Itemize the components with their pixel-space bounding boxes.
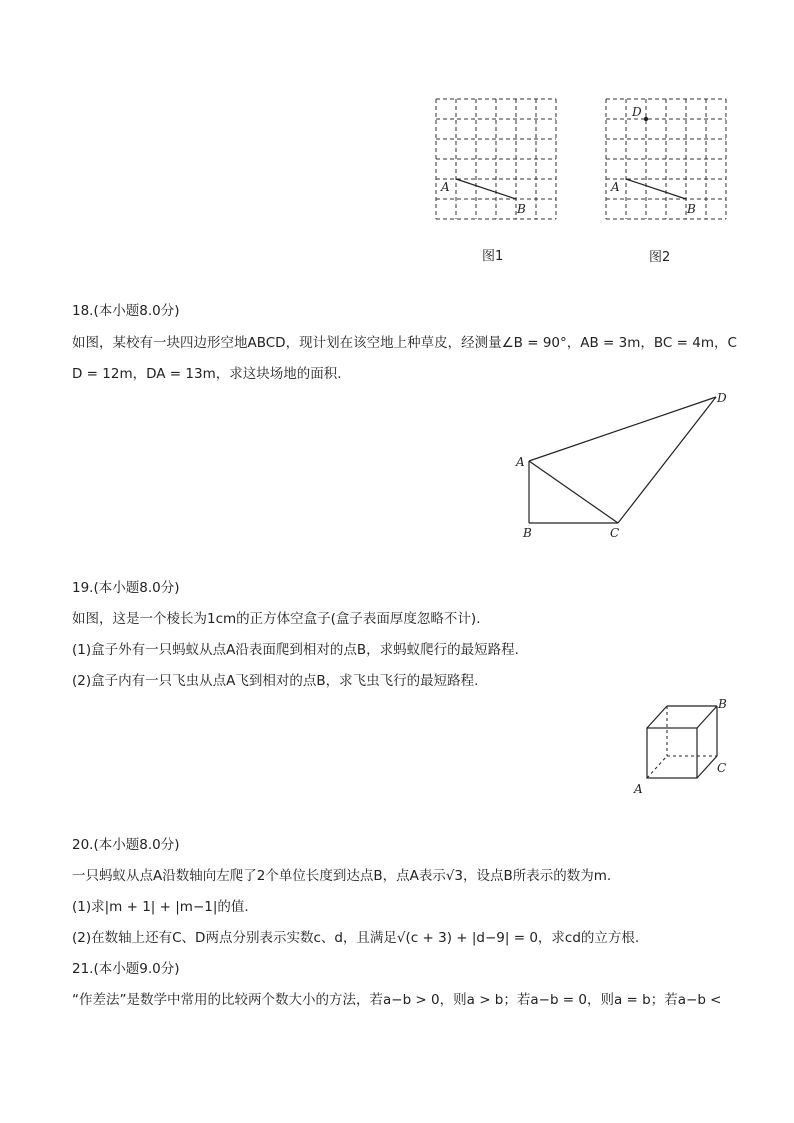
label-a: A [516,455,525,469]
q19-header: 19.(本小题8.0分) [72,580,180,596]
q19-text-line1: 如图，这是一个棱长为1cm的正方体空盒子(盒子表面厚度忽略不计). [72,611,481,627]
point-d [644,117,648,121]
segment-ab [456,179,516,199]
q20-text-line1: 一只蚂蚁从点A沿数轴向左爬了2个单位长度到达点B，点A表示√3，设点B所表示的数为m. [72,868,612,884]
q19-text-line2: (1)盒子外有一只蚂蚁从点A沿表面爬到相对的点B，求蚂蚁爬行的最短路程. [72,642,519,658]
q18-header: 18.(本小题8.0分) [72,303,180,319]
q18-text-line1: 如图，某校有一块四边形空地ABCD，现计划在该空地上种草皮，经测量∠B = 90°，AB = 3m，BC = 4m，C [72,335,737,351]
label-d: D [717,391,727,405]
label-c: C [717,761,727,775]
q20-text-line2: (1)求|m + 1| + |m−1|的值. [72,899,249,915]
label-a: A [611,180,620,194]
grid-figure-2 [606,99,728,221]
label-a: A [634,782,643,796]
label-d: D [632,105,642,119]
label-b: B [523,526,532,540]
q20-header: 20.(本小题8.0分) [72,837,180,853]
q18-text-line2: D = 12m，DA = 13m，求这块场地的面积. [72,366,342,382]
label-b: B [687,202,696,216]
figure-1-caption: 图1 [482,249,504,264]
label-b: B [517,202,526,216]
q21-header: 21.(本小题9.0分) [72,961,180,977]
segment-ab [626,179,686,199]
label-c: C [610,526,620,540]
figure-2-caption: 图2 [649,250,671,265]
q21-text-line1: “作差法”是数学中常用的比较两个数大小的方法，若a−b > 0，则a > b；若a−b = 0，则a = b；若a−b < [72,992,722,1008]
q20-text-line3: (2)在数轴上还有C、D两点分别表示实数c、d，且满足√(c + 3) + |d−9| = 0，求cd的立方根. [72,930,640,946]
label-a: A [441,180,450,194]
grid-figure-1 [436,99,558,221]
quadrilateral-figure [510,388,740,548]
q19-text-line3: (2)盒子内有一只飞虫从点A飞到相对的点B，求飞虫飞行的最短路程. [72,673,479,689]
label-b: B [718,697,727,711]
cube-figure [630,696,730,796]
